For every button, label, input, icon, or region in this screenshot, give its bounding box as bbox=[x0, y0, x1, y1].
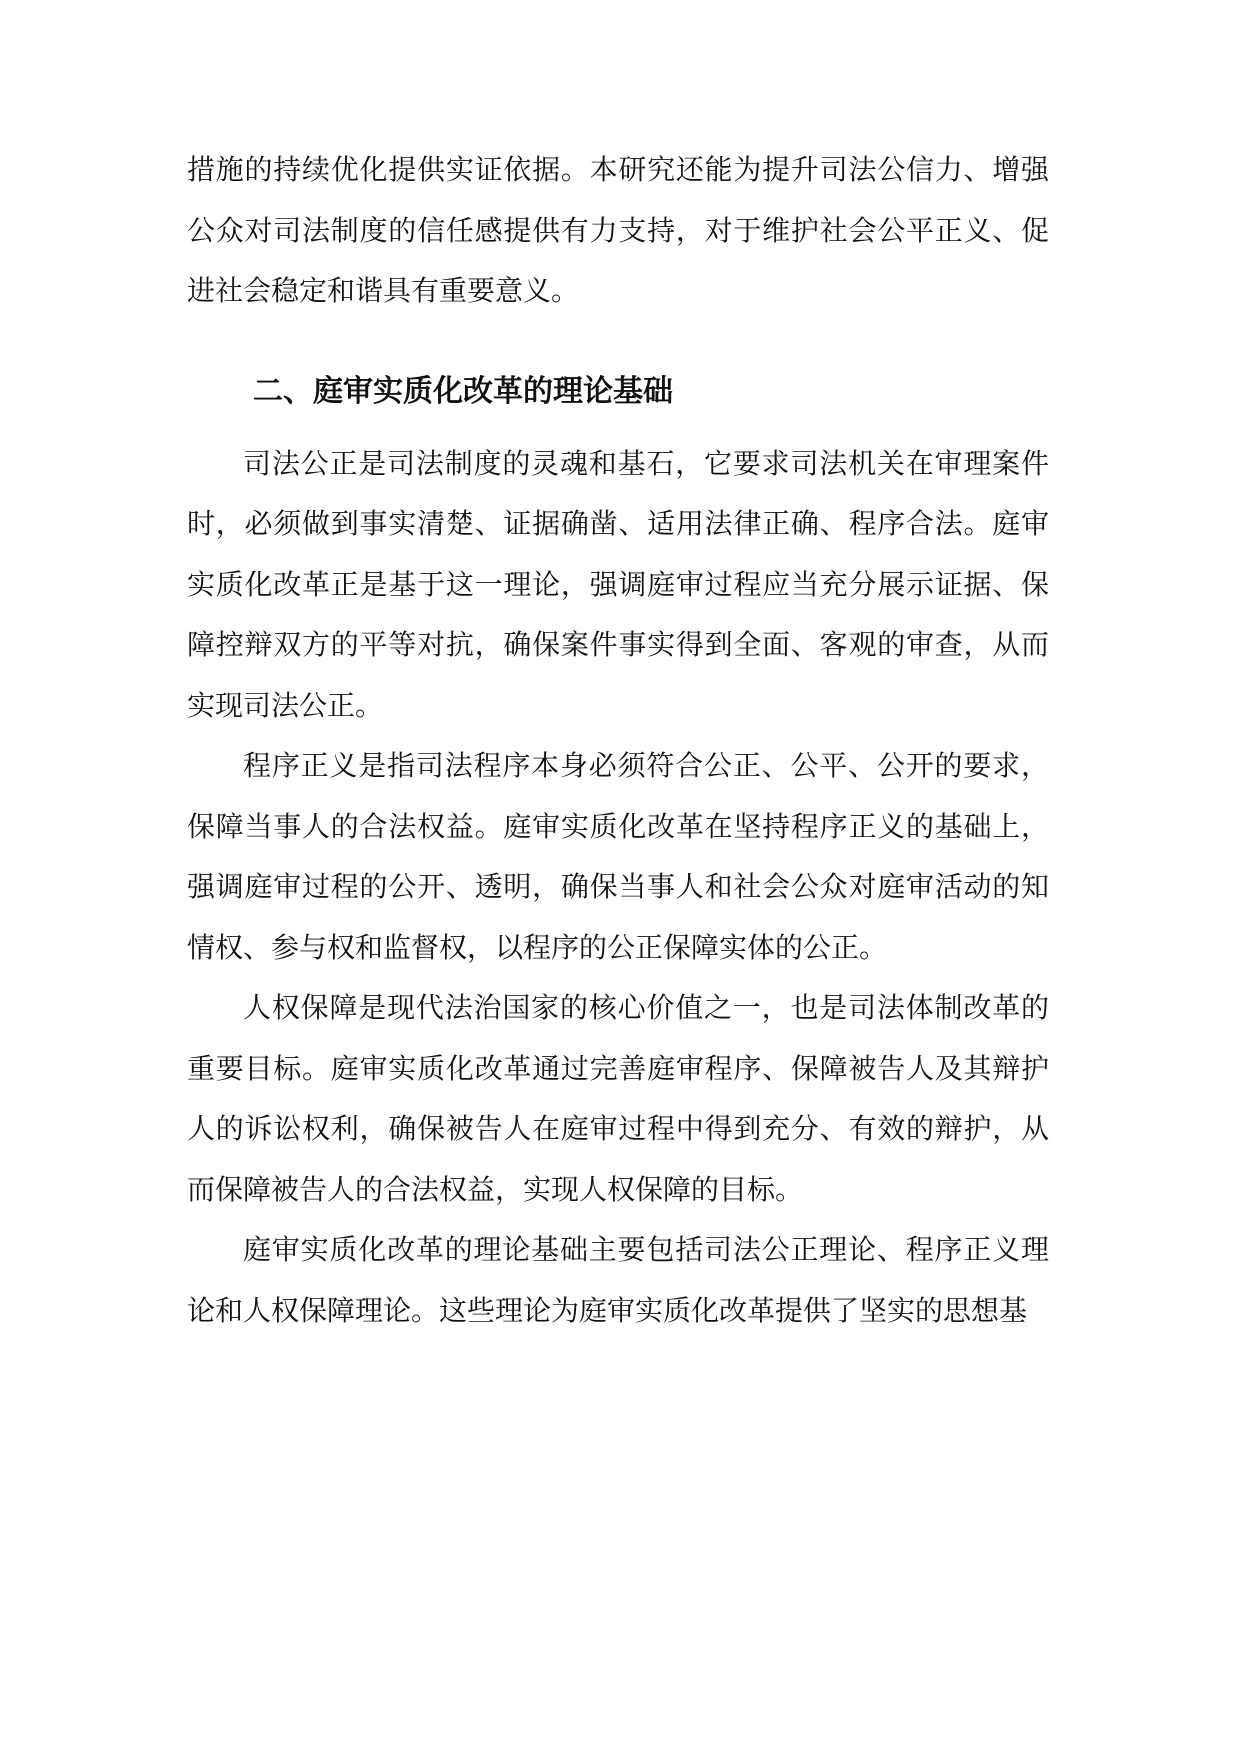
body-paragraph-human-rights: 人权保障是现代法治国家的核心价值之一，也是司法体制改革的重要目标。庭审实质化改革通过完善庭审程序、保障被告人及其辩护人的诉讼权利，确保被告人在庭审过程中得到充分、有效的辩护，从而保障被告人的合法权益，实现人权保障的目标。 bbox=[187, 991, 1049, 1206]
section-heading: 二、庭审实质化改革的理论基础 bbox=[253, 373, 673, 409]
body-paragraph-procedure: 程序正义是指司法程序本身必须符合公正、公平、公开的要求，保障当事人的合法权益。庭审实质化改革在坚持程序正义的基础上，强调庭审过程的公开、透明，确保当事人和社会公众对庭审活动的知情权、参与权和监督权，以程序的公正保障实体的公正。 bbox=[187, 749, 1049, 964]
body-paragraph-summary: 庭审实质化改革的理论基础主要包括司法公正理论、程序正义理论和人权保障理论。这些理论为庭审实质化改革提供了坚实的思想基 bbox=[187, 1233, 1049, 1327]
document-page bbox=[187, 140, 1049, 1341]
intro-paragraph: 措施的持续优化提供实证依据。本研究还能为提升司法公信力、增强公众对司法制度的信任感提供有力支持，对于维护社会公平正义、促进社会稳定和谐具有重要意义。 bbox=[187, 153, 1049, 307]
spacer bbox=[187, 322, 1049, 362]
spacer bbox=[187, 422, 1049, 434]
body-paragraph-justice: 司法公正是司法制度的灵魂和基石，它要求司法机关在审理案件时，必须做到事实清楚、证据确凿、适用法律正确、程序合法。庭审实质化改革正是基于这一理论，强调庭审过程应当充分展示证据、保障控辩双方的平等对抗，确保案件事实得到全面、客观的审查，从而实现司法公正。 bbox=[187, 446, 1049, 722]
